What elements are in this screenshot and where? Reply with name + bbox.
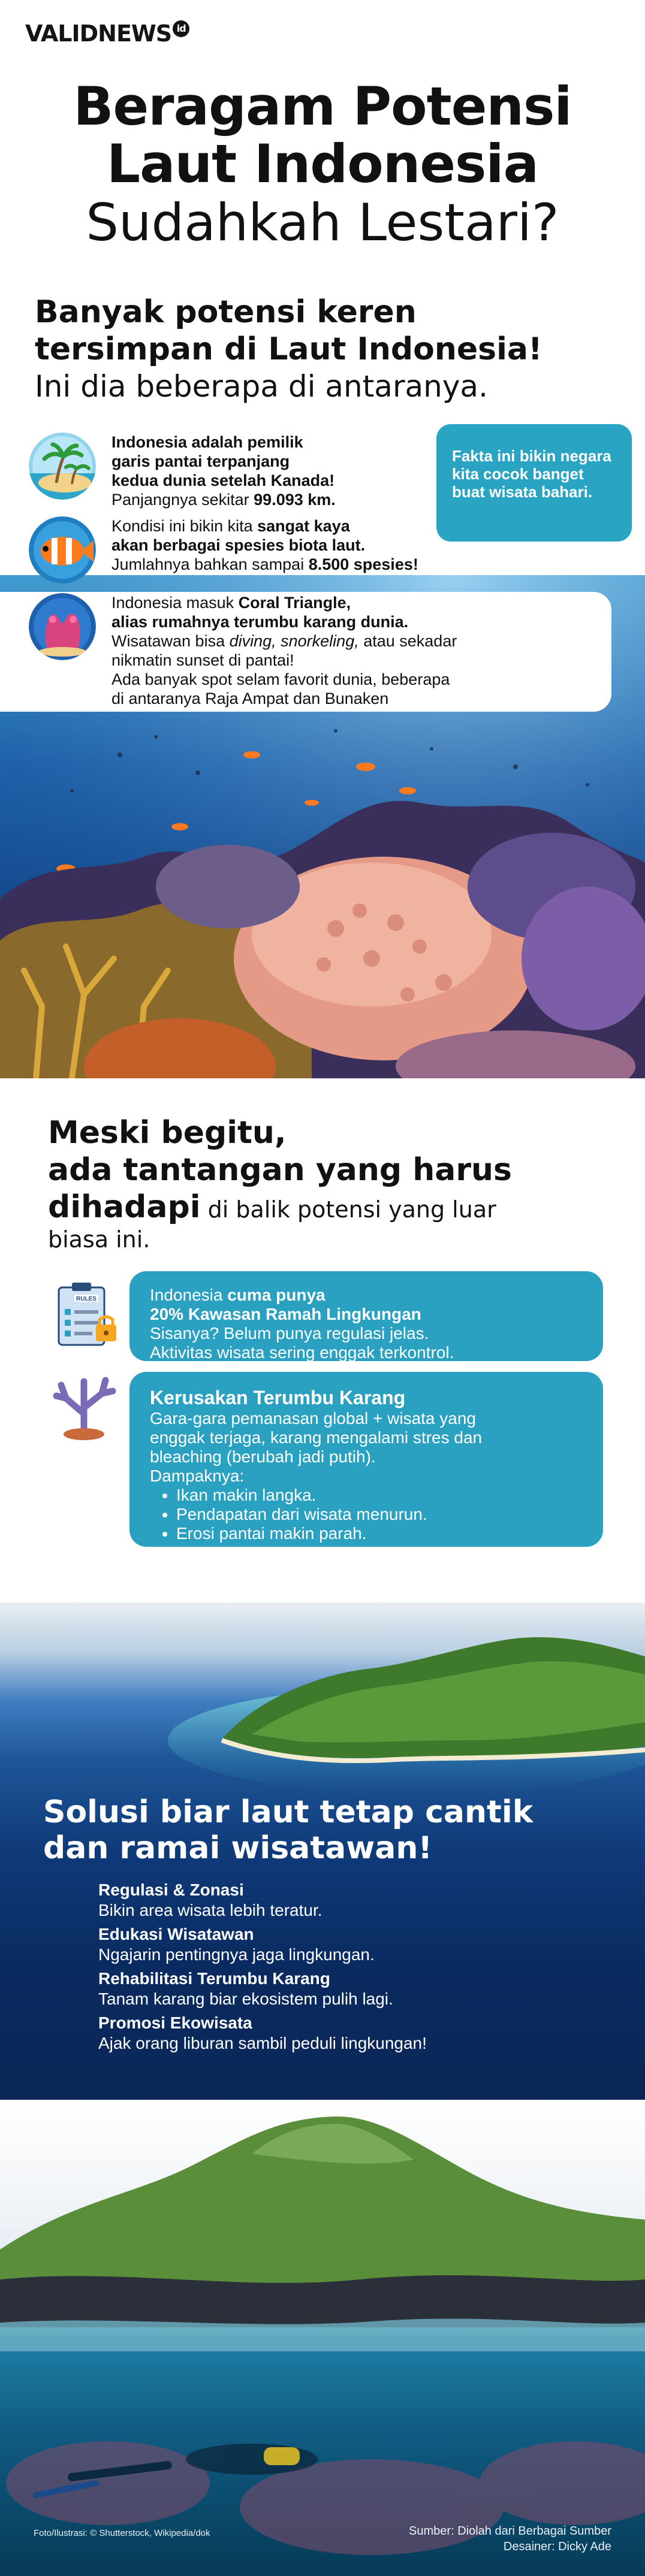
fact-coastline-bold-1: Indonesia adalah pemilik [111,433,303,451]
challenge-coral-body-3: bleaching (berubah jadi putih). [150,1447,376,1466]
designer-credit: Desainer: Dicky Ade [503,2540,611,2553]
solutions-heading [43,1794,619,1866]
fact-coral-line-3-suffix: atau sekadar [358,632,457,650]
underwater-split-photo [0,2100,645,2576]
challenges-heading-regular-1: di balik potensi yang luar [200,1196,496,1223]
challenge-coral-body-2: enggak terjaga, karang mengalami stres dan [150,1428,483,1447]
potential-heading [35,294,622,405]
potential-heading-line-2: tersimpan di Laut Indonesia! [35,331,542,367]
page-title [0,75,645,253]
fact-biodiversity-line-1-bold: sangat kaya [257,517,350,535]
solution-item [98,1924,614,1965]
solution-desc: Tanam karang biar ekosistem pulih lagi. [98,1990,393,2008]
coral-icon [29,593,96,660]
fact-biodiversity-line-3-prefix: Jumlahnya bahkan sampai [111,555,309,573]
logo-text: VALIDNEWS [25,20,172,47]
fact-coastline-length-value: 99.093 km. [254,491,336,509]
solution-item [98,2013,614,2054]
potential-heading-line-1: Banyak potensi keren [35,294,417,330]
fact-coral-line-5: Ada banyak spot selam favorit dunia, beberapa [111,670,450,688]
fact-coral-line-6: di antaranya Raja Ampat dan Bunaken [111,690,389,708]
impact-item: • Pendapatan dari wisata menurun. [176,1505,583,1524]
fact-biodiversity-text [111,516,418,574]
challenge-coral-damage-title: Kerusakan Terumbu Karang [150,1387,406,1408]
impact-list [176,1486,583,1543]
challenge-regulation-line-4: Aktivitas wisata sering enggak terkontrol. [150,1343,454,1362]
fact-coral-line-4: nikmatin sunset di pantai! [111,651,294,669]
credits-block [409,2523,611,2554]
solutions-heading-line-1: Solusi biar laut tetap cantik [43,1794,534,1830]
fact-biodiversity-line-1-prefix: Kondisi ini bikin kita [111,517,258,535]
challenges-heading [48,1114,623,1253]
challenge-regulation-line-1-bold: cuma punya [227,1286,325,1304]
fact-biodiversity-species-count: 8.500 spesies! [308,555,418,573]
solution-desc: Ajak orang liburan sambil peduli lingkungan! [98,2034,427,2052]
solution-title: Rehabilitasi Terumbu Karang [98,1969,330,1988]
challenge-regulation-line-1-prefix: Indonesia [150,1286,228,1304]
fact-coastline-length-prefix: Panjangnya sekitar [111,491,254,509]
solution-item [98,1880,614,1921]
logo-badge: id [173,20,189,37]
challenge-regulation-card [129,1271,603,1361]
challenge-coral-damage-card [129,1372,603,1547]
fact-coastline-bold-2: garis pantai terpanjang [111,452,290,470]
fact-biodiversity-line-2: akan berbagai spesies biota laut. [111,536,366,554]
solution-title: Promosi Ekowisata [98,2013,252,2032]
potential-heading-line-3: Ini dia beberapa di antaranya. [35,369,488,404]
title-line-2: Laut Indonesia [107,133,538,195]
challenge-coral-impact-label: Dampaknya: [150,1467,245,1485]
title-line-1: Beragam Potensi [73,75,572,137]
photo-credit: Foto/Ilustrasi: © Shutterstock, Wikipedia/dok [34,2528,210,2538]
fact-coastline [29,433,448,509]
solution-desc: Bikin area wisata lebih teratur. [98,1901,322,1919]
bahari-callout: Fakta ini bikin negara kita cocok banget buat wisata bahari. [436,424,632,542]
fact-coral-triangle-text [111,593,627,708]
brand-logo [25,20,189,47]
challenges-heading-bold-3: dihadapi [48,1189,201,1225]
rules-clipboard-label: RULES [76,1296,97,1302]
bleached-coral-icon [48,1372,120,1444]
challenges-heading-line-2: ada tantangan yang harus [48,1152,512,1188]
fact-biodiversity [29,516,448,582]
impact-item: • Erosi pantai makin parah. [176,1524,583,1543]
fact-coastline-text [111,433,336,509]
challenge-regulation-line-3: Sisanya? Belum punya regulasi jelas. [150,1324,429,1343]
fact-coral-line-2: alias rumahnya terumbu karang dunia. [111,613,409,631]
fact-coral-line-1-prefix: Indonesia masuk [111,594,239,612]
solution-item [98,1969,614,2009]
volcano-diver-illustration [0,2100,645,2576]
challenges-heading-line-1: Meski begitu, [48,1115,287,1151]
solutions-heading-line-2: dan ramai wisatawan! [43,1830,433,1866]
source-credit: Sumber: Diolah dari Berbagai Sumber [409,2524,611,2538]
fact-coral-line-3-italic: diving, snorkeling, [229,632,359,650]
solutions-list [98,1880,614,2057]
rules-clipboard-icon [48,1279,120,1351]
challenge-coral-body-1: Gara-gara pemanasan global + wisata yang [150,1409,477,1428]
fact-coral-triangle [29,593,628,707]
clownfish-icon [29,516,96,583]
impact-item: • Ikan makin langka. [176,1486,583,1505]
solution-desc: Ngajarin pentingnya jaga lingkungan. [98,1945,375,1964]
fact-coral-line-1-bold: Coral Triangle, [238,594,351,612]
title-line-3: Sudahkah Lestari? [86,193,559,253]
solution-title: Edukasi Wisatawan [98,1925,254,1943]
fact-coral-line-3-prefix: Wisatawan bisa [111,632,230,650]
challenge-regulation-line-2: 20% Kawasan Ramah Lingkungan [150,1305,421,1323]
fact-coastline-bold-3: kedua dunia setelah Kanada! [111,471,335,489]
solution-title: Regulasi & Zonasi [98,1880,244,1899]
challenges-heading-regular-2: biasa ini. [48,1226,150,1253]
palm-beach-icon [29,433,96,500]
